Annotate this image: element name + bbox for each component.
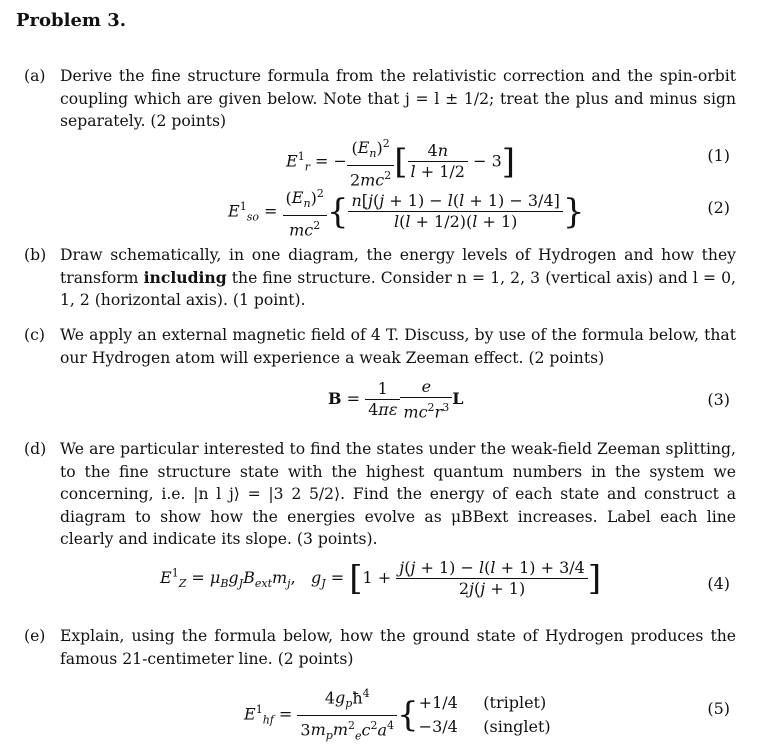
- part-b-label: (b): [24, 246, 47, 264]
- case-singlet-label: (singlet): [483, 717, 551, 737]
- case-triplet-label: (triplet): [483, 693, 547, 713]
- part-e-label: (e): [24, 627, 46, 645]
- part-a-text: Derive the fine structure formula from the relativistic correction and the spin-orbit coupling which are given below. Note that j = l ± 1/2; treat the plus and minus sign separately. (2 points): [60, 67, 736, 130]
- part-d-text: We are particular interested to find the states under the weak-field Zeeman splitting, to the fine structure state with the highest quantum numbers in the system we concerning, i.e. |n l j⟩ = |3 2 5/2⟩. Find the energy of each state and construct a diagram to show how the energies evolve as μBBext increases. Label each line clearly and indicate its slope. (3 points).: [60, 440, 736, 548]
- equation-5-number: (5): [707, 699, 730, 718]
- equation-2-number: (2): [707, 198, 730, 217]
- part-c-label: (c): [24, 326, 45, 344]
- equation-1-number: (1): [707, 146, 730, 165]
- equation-3-number: (3): [707, 390, 730, 409]
- part-e: [24, 625, 736, 670]
- equation-2: $E^1_{so}$ = $\frac{(E_n)^2}{mc^2}$ { $\frac{n[j(j + 1) - l(l + 1) - 3/4]}{l(l + 1/2)(l + 1)}$ }: [228, 184, 585, 240]
- part-a-label: (a): [24, 67, 46, 85]
- equation-4-number: (4): [707, 574, 730, 593]
- part-b-emphasis: including: [143, 267, 227, 287]
- equation-5: $E^1_{hf}$ = $\frac{4g_pħ^4}{3m_pm^2_ec^2a^4}$ {+1/4 (triplet) −3/4 (singlet): [244, 684, 551, 746]
- problem-title: Problem 3.: [16, 10, 127, 31]
- equation-3: B = $\frac{1}{4\pi\varepsilon}$ $\frac{e}{mc^2r^3}$ L: [328, 377, 464, 422]
- part-a: [24, 65, 736, 133]
- part-d: [24, 438, 736, 551]
- part-b: [24, 244, 736, 312]
- equation-4: $E^1_Z = \mu_Bg_JB_{ext}m_j$, $g_J = [1$ + $\frac{j(j + 1) - l(l + 1) + 3/4}{2j(j + 1)}$ ]: [160, 558, 602, 599]
- case-singlet-value: −3/4: [418, 717, 458, 737]
- part-c-text: We apply an external magnetic field of 4 T. Discuss, by use of the formula below, that our Hydrogen atom will experience a weak Zeeman effect. (2 points): [60, 326, 736, 367]
- part-b-text: Draw schematically, in one diagram, the energy levels of Hydrogen and how they transform including the fine structure. Consider n = 1, 2, 3 (vertical axis) and l = 0, 1, 2 (horizontal axis). (1 point).: [60, 246, 736, 309]
- part-c: [24, 324, 736, 369]
- case-triplet-value: +1/4: [418, 693, 458, 713]
- part-d-label: (d): [24, 440, 47, 458]
- equation-1: $E^1_r$ = − $\frac{(E_n)^2}{2mc^2}$ [ $\frac{4n}{l + 1/2}$ − 3]: [286, 134, 515, 190]
- part-e-text: Explain, using the formula below, how the ground state of Hydrogen produces the famous 21-centimeter line. (2 points): [60, 627, 736, 668]
